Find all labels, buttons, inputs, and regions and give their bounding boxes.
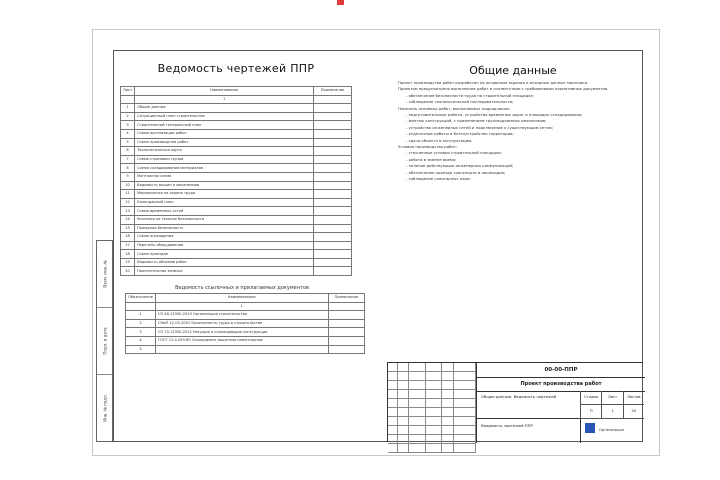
signature-cell (426, 399, 442, 407)
table-cell: 13 (121, 207, 135, 216)
index-row (121, 95, 352, 104)
note-line: - стесненные условия строительной площадки; (406, 150, 502, 156)
table-row (126, 345, 365, 354)
table-cell: 3 (126, 328, 156, 337)
table-cell (314, 104, 352, 113)
signature-cell (454, 390, 476, 398)
signature-cell (442, 381, 454, 389)
signature-cell (388, 426, 398, 434)
side-stamp-label: Взам. инв. № (102, 260, 107, 288)
table-cell: Монтажная схема (135, 172, 314, 181)
table-row (121, 267, 352, 276)
stage-label: Стадия (580, 391, 601, 405)
table-cell: СП 48.13330.2019 Организация строительства (155, 311, 328, 320)
table-row (121, 129, 352, 138)
signature-cell (409, 363, 427, 371)
signature-cell (409, 372, 427, 380)
signature-cell (409, 426, 427, 434)
table-cell (314, 155, 352, 164)
note-line: - подготовительные работы, устройство временных дорог и площадок складирования; (406, 112, 583, 118)
table-cell (314, 129, 352, 138)
signature-cell (426, 444, 442, 452)
signature-cell (442, 408, 454, 416)
table-row (126, 319, 365, 328)
signature-row (388, 381, 476, 390)
table-cell (314, 215, 352, 224)
table-cell (328, 336, 364, 345)
signature-row (388, 444, 476, 453)
signature-cell (426, 426, 442, 434)
table-cell: 1 (121, 104, 135, 113)
table-cell: 17 (121, 241, 135, 250)
table-cell: Пояснительная записка (135, 267, 314, 276)
table-cell (155, 345, 328, 354)
table-row (121, 198, 352, 207)
table-cell: 4 (126, 336, 156, 345)
signature-cell (454, 444, 476, 452)
signature-cell (409, 435, 427, 443)
signature-cell (454, 435, 476, 443)
table-cell (314, 267, 352, 276)
signature-cell (398, 381, 408, 389)
table-row (126, 328, 365, 337)
signature-cell (398, 399, 408, 407)
note-line: - наличие действующих инженерных коммуникаций; (406, 163, 514, 169)
table-row (126, 311, 365, 320)
table-row (121, 138, 352, 147)
table-cell: Мероприятия по охране труда (135, 190, 314, 199)
side-stamp-label: Подп. и дата (102, 327, 107, 355)
table-row (121, 207, 352, 216)
signature-cell (442, 417, 454, 425)
table-cell: СНиП 12-03-2001 Безопасность труда в строительстве (155, 319, 328, 328)
signature-cell (409, 417, 427, 425)
signature-cell (388, 363, 398, 371)
signature-row (388, 435, 476, 444)
table-cell (126, 302, 156, 311)
organization-name: Организация (599, 428, 624, 432)
sheet-value: 1 (601, 405, 622, 419)
signature-cell (398, 372, 408, 380)
signature-cell (454, 363, 476, 371)
signature-cell (454, 417, 476, 425)
table-cell (314, 147, 352, 156)
general-notes (398, 80, 630, 183)
table-cell (314, 164, 352, 173)
sheet-label: Лист (601, 391, 622, 405)
signature-cell (388, 417, 398, 425)
table-cell: Строительный генеральный план (135, 121, 314, 130)
table-cell: Указания по технике безопасности (135, 215, 314, 224)
column-header: Наименование (135, 87, 314, 96)
signature-row (388, 408, 476, 417)
table-cell (314, 95, 352, 104)
stage-value: П (580, 405, 601, 419)
signature-cell (442, 426, 454, 434)
table-cell: Технологическая карта (135, 147, 314, 156)
table-row (121, 147, 352, 156)
table-cell: 2 (121, 112, 135, 121)
column-header: Примечание (314, 87, 352, 96)
table-cell (328, 319, 364, 328)
table-cell (328, 311, 364, 320)
table-cell: Ведомость объемов работ (135, 258, 314, 267)
table-cell (314, 207, 352, 216)
note-line: - соблюдение технологической последовательности; (406, 99, 514, 105)
note-line: - устройство инженерных сетей и подключение к существующим сетям; (406, 124, 553, 130)
table-row (121, 241, 352, 250)
sheets-label: Листов (623, 391, 644, 405)
column-header: Примечание (328, 294, 364, 303)
note-line: - обеспечение безопасности труда на строительной площадке; (406, 92, 535, 98)
sheet-name: Общие данные. Ведомость чертежей (476, 391, 580, 419)
table-cell: 14 (121, 215, 135, 224)
signature-cell (442, 390, 454, 398)
table-row (121, 164, 352, 173)
table-cell: Схема временных сетей (135, 207, 314, 216)
table-cell: 7 (121, 155, 135, 164)
table-cell: 1 (126, 311, 156, 320)
table-row (121, 121, 352, 130)
signature-cell (388, 390, 398, 398)
drawings-list-title: Ведомость чертежей ППР (157, 62, 315, 75)
general-data-title: Общие данные (469, 64, 557, 77)
project-name: Проект производства работ (476, 377, 645, 392)
table-row (121, 233, 352, 242)
table-cell: 11 (121, 190, 135, 199)
signature-cell (454, 399, 476, 407)
table-cell (314, 138, 352, 147)
column-header: Наименование (155, 294, 328, 303)
signature-cell (442, 363, 454, 371)
table-cell: 1 (135, 95, 314, 104)
drawings-table (120, 86, 352, 276)
table-cell: Календарный план (135, 198, 314, 207)
table-cell: Общие данные (135, 104, 314, 113)
table-cell: 16 (121, 233, 135, 242)
note-line: - обеспечение проезда транспорта и пешеходов; (406, 169, 506, 175)
table-row (121, 215, 352, 224)
signature-cell (409, 444, 427, 452)
signature-cell (388, 408, 398, 416)
table-cell: 8 (121, 164, 135, 173)
signature-cell (398, 390, 408, 398)
signature-cell (409, 399, 427, 407)
column-header: Обозначение (126, 294, 156, 303)
side-stamp (96, 240, 113, 442)
table-cell: Схема ограждения (135, 233, 314, 242)
table-cell (314, 250, 352, 259)
table-cell: 15 (121, 224, 135, 233)
table-cell: 9 (121, 172, 135, 181)
signature-cell (398, 417, 408, 425)
table-cell (314, 121, 352, 130)
table-row (121, 181, 352, 190)
signature-cell (426, 381, 442, 389)
table-cell: Схема организации работ (135, 129, 314, 138)
table-cell: 4 (121, 129, 135, 138)
references-title: Ведомость ссылочных и прилагаемых документов (175, 285, 309, 291)
signature-cell (398, 435, 408, 443)
note-line: - работа в зимнее время; (406, 156, 457, 162)
table-cell (328, 302, 364, 311)
signature-cell (426, 372, 442, 380)
table-cell (314, 224, 352, 233)
note-line: Перечень основных работ, выполняемых подрядчиком: (398, 105, 510, 111)
signature-cell (409, 390, 427, 398)
page-marker (337, 0, 344, 5)
table-row (121, 224, 352, 233)
signature-cell (454, 381, 476, 389)
table-cell (314, 172, 352, 181)
signature-cell (426, 435, 442, 443)
signature-row (388, 426, 476, 435)
note-line: Проектом предусмотрено выполнение работ в соответствии с требованиями нормативных документов. (398, 86, 609, 92)
table-row (121, 112, 352, 121)
table-cell: 2 (126, 319, 156, 328)
signature-cell (442, 372, 454, 380)
table-cell (328, 328, 364, 337)
table-cell: Схема проездов (135, 250, 314, 259)
column-header: Лист (121, 87, 135, 96)
table-row (126, 336, 365, 345)
table-cell (328, 345, 364, 354)
table-cell (121, 95, 135, 104)
table-cell: 19 (121, 258, 135, 267)
side-stamp-label: Инв. № подл. (102, 394, 107, 422)
signature-cell (426, 390, 442, 398)
sheets-value: 20 (623, 405, 644, 419)
signature-cell (454, 372, 476, 380)
table-cell: 5 (126, 345, 156, 354)
table-cell (314, 181, 352, 190)
signature-cell (426, 417, 442, 425)
table-row (121, 104, 352, 113)
signature-grid (388, 363, 476, 443)
note-line: Проект производства работ разработан на основании задания и исходных данных заказчика. (398, 80, 589, 85)
table-cell: 6 (121, 147, 135, 156)
signature-cell (442, 435, 454, 443)
signature-row (388, 372, 476, 381)
table-cell: Схема строповки грузов (135, 155, 314, 164)
table-cell (314, 258, 352, 267)
organization-logo-icon (585, 423, 595, 433)
signature-row (388, 417, 476, 426)
signature-row (388, 363, 476, 372)
signature-cell (426, 408, 442, 416)
signature-row (388, 399, 476, 408)
signature-cell (398, 408, 408, 416)
title-block (387, 362, 643, 442)
signature-cell (398, 363, 408, 371)
signature-cell (388, 372, 398, 380)
signature-cell (388, 444, 398, 452)
table-row (121, 250, 352, 259)
signature-cell (454, 426, 476, 434)
note-line: - монтаж конструкций, с применением грузоподъемных механизмов; (406, 118, 547, 124)
signature-cell (398, 444, 408, 452)
table-cell (314, 190, 352, 199)
signature-cell (426, 363, 442, 371)
note-line: - соблюдение санитарных норм. (406, 176, 471, 182)
table-cell: СП 70.13330.2012 Несущие и ограждающие конструкции (155, 328, 328, 337)
table-cell: Ведомость машин и механизмов (135, 181, 314, 190)
signature-cell (388, 399, 398, 407)
table-row (121, 155, 352, 164)
table-cell: 18 (121, 250, 135, 259)
table-cell: Схема складирования материалов (135, 164, 314, 173)
signature-cell (388, 435, 398, 443)
table-cell: 3 (121, 121, 135, 130)
table-row (121, 190, 352, 199)
signature-cell (442, 444, 454, 452)
signature-row (388, 390, 476, 399)
table-cell: 10 (121, 181, 135, 190)
note-line: - отделочные работы и благоустройство территории; (406, 131, 514, 137)
document-code: 00-00-ППР (476, 363, 645, 378)
signature-cell (409, 408, 427, 416)
signature-cell (388, 381, 398, 389)
index-row (126, 302, 365, 311)
note-line: - сдача объекта в эксплуатацию. (406, 137, 473, 143)
table-cell (314, 233, 352, 242)
table-row (121, 172, 352, 181)
stage-grid (580, 391, 644, 419)
table-cell: ГОСТ 12.4.059-89 Ограждения защитные инвентарные (155, 336, 328, 345)
table-cell (314, 112, 352, 121)
table-cell: 12 (121, 198, 135, 207)
note-line: Условия производства работ: (398, 144, 458, 150)
table-cell: 20 (121, 267, 135, 276)
table-cell: Перечень оборудования (135, 241, 314, 250)
table-cell (314, 198, 352, 207)
table-cell: 5 (121, 138, 135, 147)
signature-cell (454, 408, 476, 416)
signature-cell (409, 381, 427, 389)
organization-block (580, 419, 645, 443)
table-cell: Схема производства работ (135, 138, 314, 147)
table-cell: Ситуационный план строительства (135, 112, 314, 121)
signature-cell (442, 399, 454, 407)
references-table (125, 293, 365, 354)
table-cell: 1 (155, 302, 328, 311)
document-name: Ведомость чертежей ППР (476, 419, 580, 443)
table-row (121, 258, 352, 267)
table-cell: Пожарная безопасность (135, 224, 314, 233)
signature-cell (398, 426, 408, 434)
table-cell (314, 241, 352, 250)
